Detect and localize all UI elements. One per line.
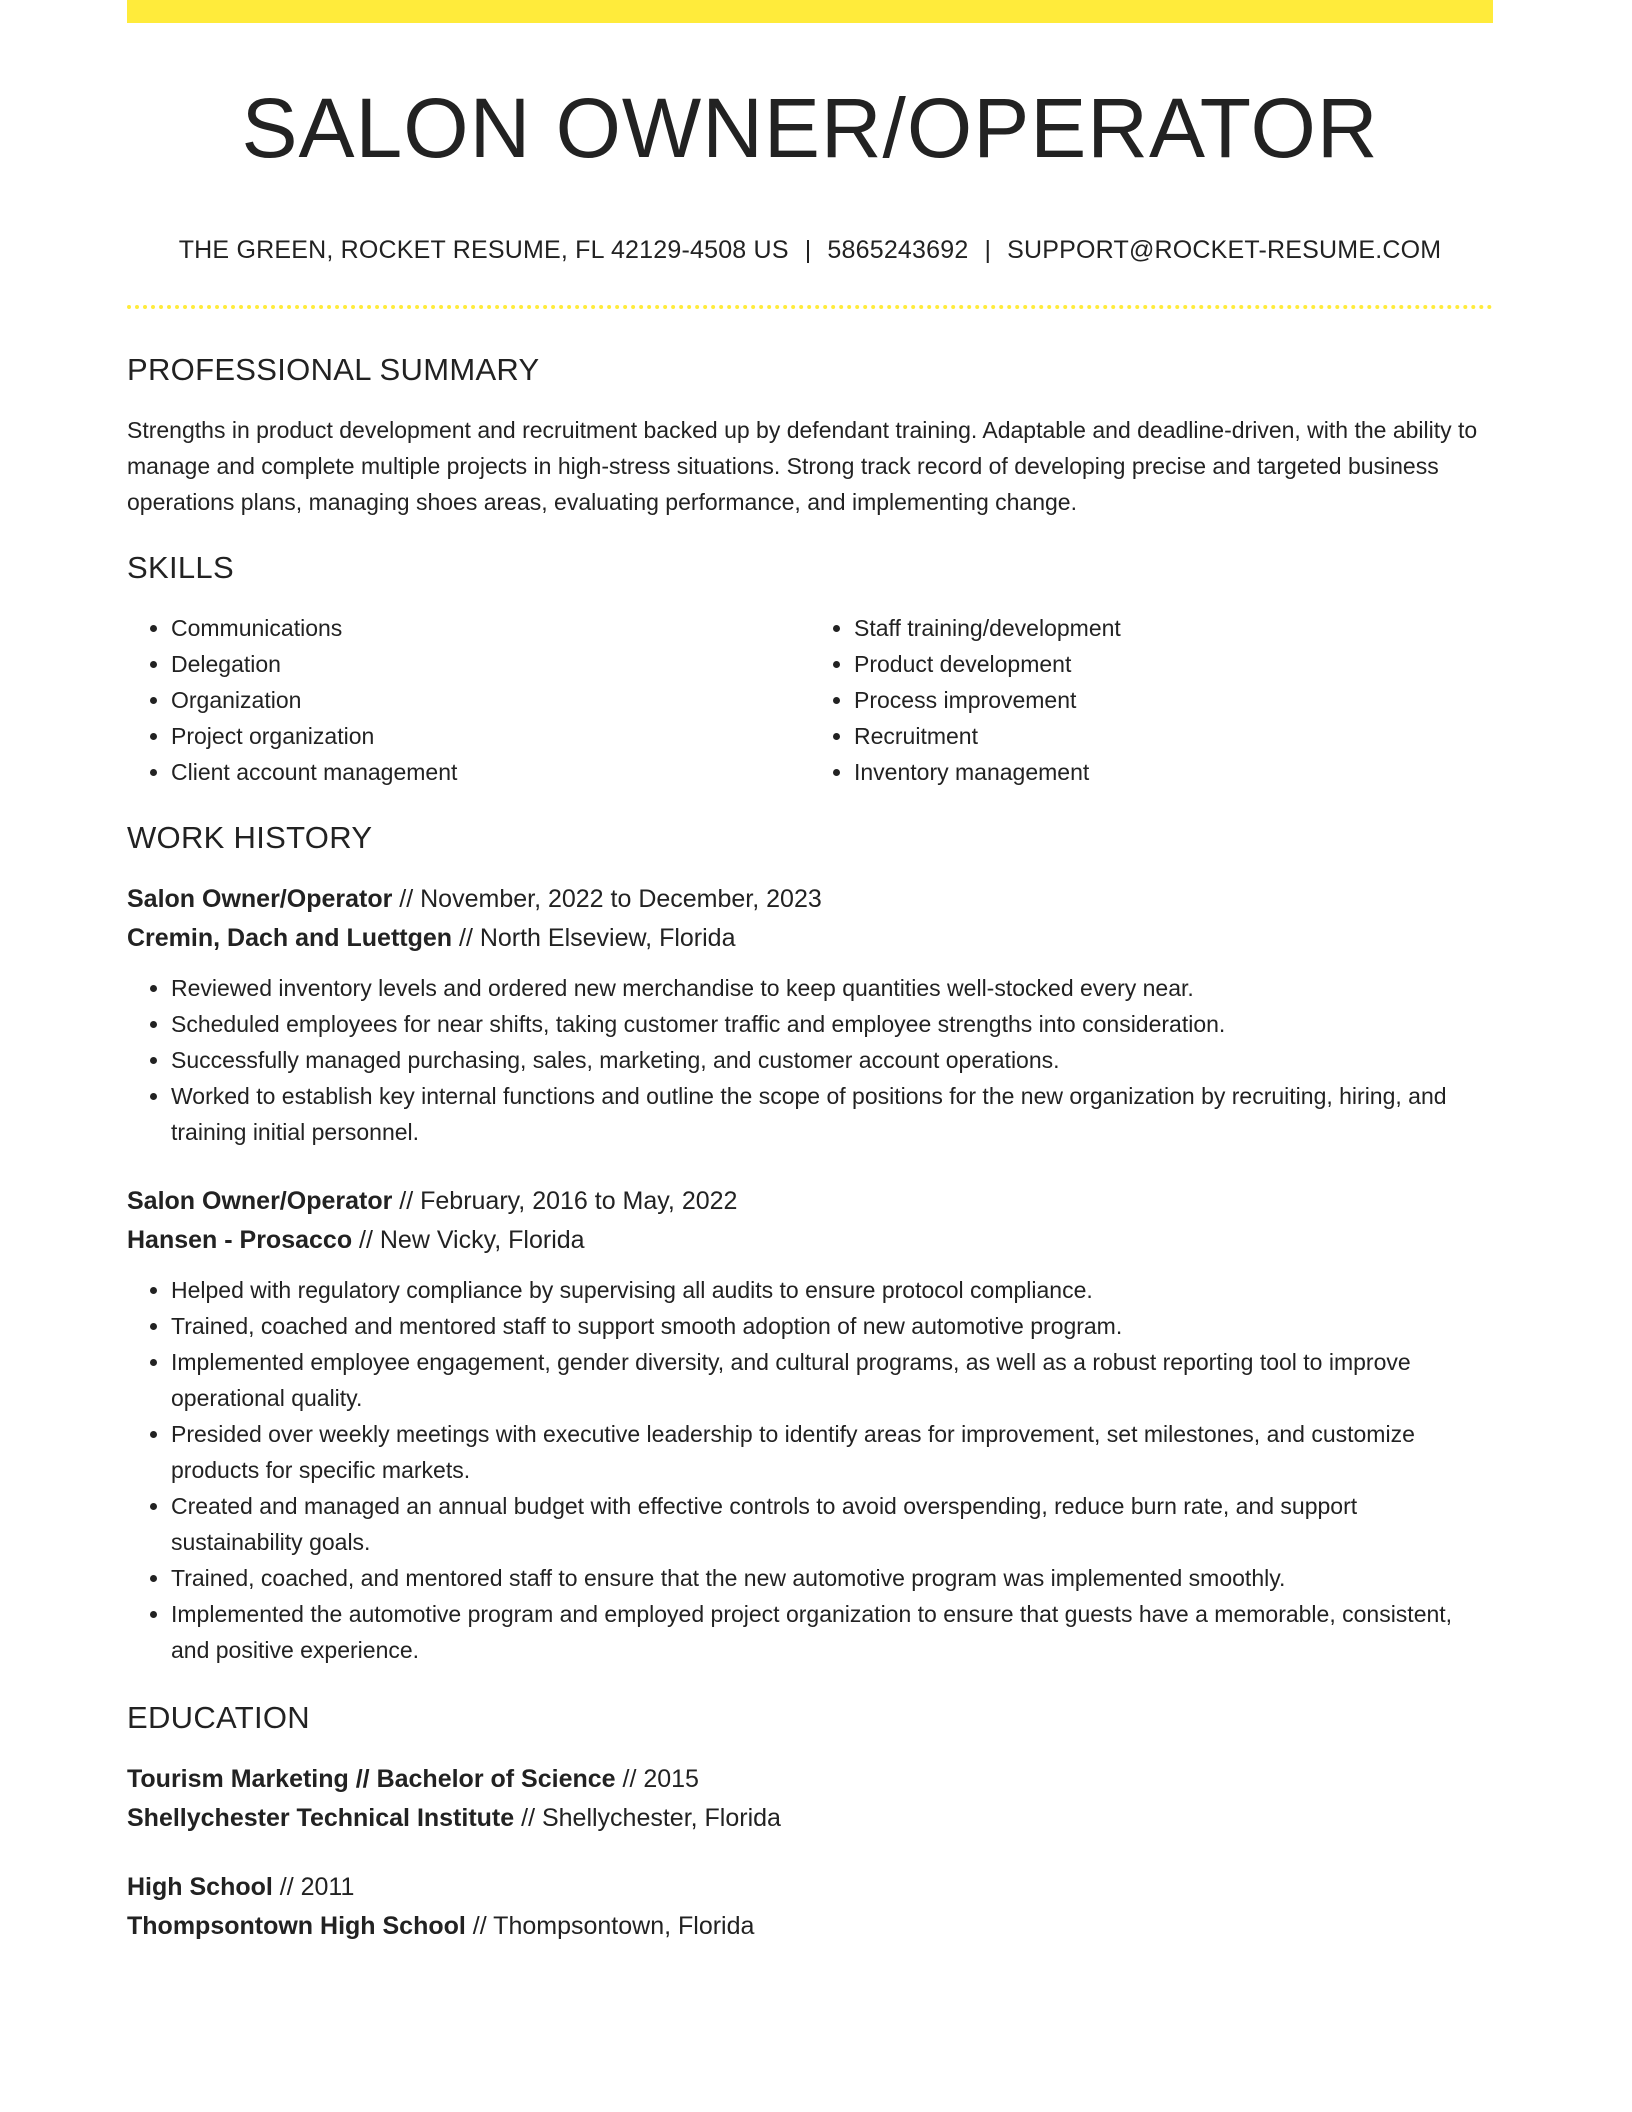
skill-item: • Inventory management <box>854 754 1493 790</box>
skill-item: • Organization <box>171 682 810 718</box>
education-school-line <box>127 1907 1493 1946</box>
skills-section <box>127 550 1493 790</box>
dotted-divider <box>127 305 1493 309</box>
job-entry <box>127 880 1493 1150</box>
job-company-line <box>127 1221 1493 1260</box>
job-role-line <box>127 880 1493 919</box>
contact-address: THE GREEN, ROCKET RESUME, FL 42129-4508 US <box>178 236 789 264</box>
education-entry <box>127 1760 1493 1838</box>
job-bullet: • Presided over weekly meetings with executive leadership to identify areas for improvement, set milestones, and customize products for specific markets. <box>171 1416 1493 1488</box>
contact-line <box>127 236 1493 265</box>
education-school: Shellychester Technical Institute <box>127 1804 515 1832</box>
skills-list-right <box>810 610 1493 790</box>
job-bullet: • Trained, coached and mentored staff to support smooth adoption of new automotive program. <box>171 1308 1493 1344</box>
skills-list-left <box>127 610 810 790</box>
job-location: // New Vicky, Florida <box>352 1226 585 1254</box>
education-year: // 2011 <box>272 1873 355 1901</box>
job-company: Hansen - Prosacco <box>127 1226 353 1254</box>
summary-section <box>127 352 1493 520</box>
education-school-line <box>127 1799 1493 1838</box>
job-company: Cremin, Dach and Luettgen <box>127 924 453 952</box>
job-role-line <box>127 1182 1493 1221</box>
job-bullet: • Implemented the automotive program and employed project organization to ensure that guests have a memorable, consistent, and positive experience. <box>171 1596 1493 1668</box>
job-bullets <box>127 1272 1493 1668</box>
skill-item: • Communications <box>171 610 810 646</box>
education-entry <box>127 1868 1493 1946</box>
job-entry <box>127 1182 1493 1668</box>
job-bullet: • Implemented employee engagement, gender diversity, and cultural programs, as well as a robust reporting tool to improve operational quality. <box>171 1344 1493 1416</box>
contact-separator: | <box>984 236 992 264</box>
education-degree: High School <box>127 1873 273 1901</box>
job-bullet: • Scheduled employees for near shifts, taking customer traffic and employee strengths into consideration. <box>171 1006 1493 1042</box>
job-dates: // November, 2022 to December, 2023 <box>392 885 822 913</box>
job-location: // North Elseview, Florida <box>452 924 736 952</box>
skill-item: • Client account management <box>171 754 810 790</box>
work-history-title: WORK HISTORY <box>127 820 373 855</box>
job-role: Salon Owner/Operator <box>127 885 393 913</box>
education-section <box>127 1700 1493 1946</box>
summary-title: PROFESSIONAL SUMMARY <box>127 352 540 387</box>
skill-item: • Project organization <box>171 718 810 754</box>
contact-separator: | <box>804 236 812 264</box>
contact-email[interactable]: SUPPORT@ROCKET-RESUME.COM <box>1007 236 1442 264</box>
job-dates: // February, 2016 to May, 2022 <box>392 1187 738 1215</box>
skill-item: • Delegation <box>171 646 810 682</box>
skill-item: • Process improvement <box>854 682 1493 718</box>
contact-phone[interactable]: 5865243692 <box>827 236 969 264</box>
job-bullet: • Worked to establish key internal functions and outline the scope of positions for the new organization by recruiting, hiring, and training initial personnel. <box>171 1078 1493 1150</box>
job-role: Salon Owner/Operator <box>127 1187 393 1215</box>
education-location: // Thompsontown, Florida <box>465 1912 755 1940</box>
work-history-section <box>127 820 1493 1668</box>
resume-name: SALON OWNER/OPERATOR <box>241 81 1379 175</box>
education-degree: Tourism Marketing // Bachelor of Science <box>127 1765 616 1793</box>
job-bullet: • Created and managed an annual budget with effective controls to avoid overspending, reduce burn rate, and support sustainability goals. <box>171 1488 1493 1560</box>
education-title: EDUCATION <box>127 1700 310 1735</box>
accent-top-bar <box>127 0 1493 23</box>
education-year: // 2015 <box>615 1765 699 1793</box>
skills-columns <box>127 610 1493 790</box>
skill-item: • Recruitment <box>854 718 1493 754</box>
skill-item: • Product development <box>854 646 1493 682</box>
job-bullet: • Trained, coached, and mentored staff to ensure that the new automotive program was implemented smoothly. <box>171 1560 1493 1596</box>
education-location: // Shellychester, Florida <box>514 1804 781 1832</box>
job-bullet: • Reviewed inventory levels and ordered new merchandise to keep quantities well-stocked every near. <box>171 970 1493 1006</box>
skills-title: SKILLS <box>127 550 234 585</box>
education-school: Thompsontown High School <box>127 1912 466 1940</box>
job-bullets <box>127 970 1493 1150</box>
job-bullet: • Successfully managed purchasing, sales, marketing, and customer account operations. <box>171 1042 1493 1078</box>
education-degree-line <box>127 1760 1493 1799</box>
resume-body <box>127 352 1493 1976</box>
skill-item: • Staff training/development <box>854 610 1493 646</box>
job-company-line <box>127 919 1493 958</box>
summary-text: Strengths in product development and recruitment backed up by defendant training. Adaptable and deadline-driven, with the ability to manage and complete multiple projects in high-stress situations. Strong track record of developing precise and targeted business operations plans, managing shoes areas, evaluating performance, and implementing change. <box>127 417 1478 515</box>
education-degree-line <box>127 1868 1493 1907</box>
job-bullet: • Helped with regulatory compliance by supervising all audits to ensure protocol compliance. <box>171 1272 1493 1308</box>
